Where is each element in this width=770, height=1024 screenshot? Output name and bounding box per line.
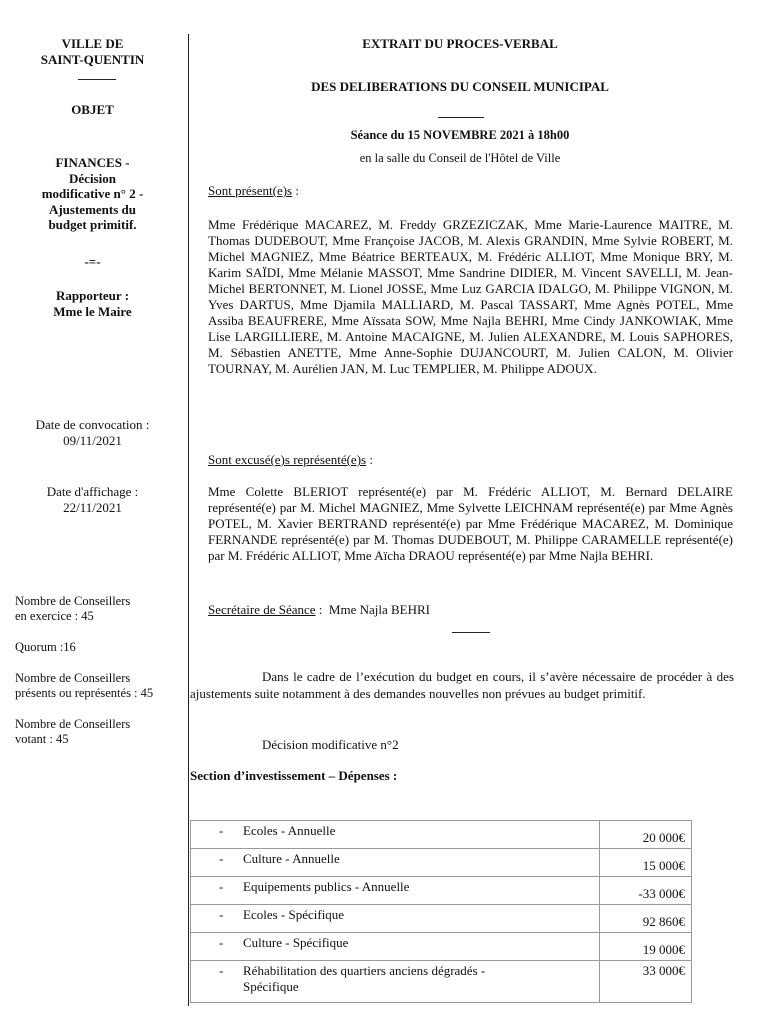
row-label: Equipements publics - Annuelle [243,879,410,894]
table-row [191,905,692,933]
subject-line: Ajustements du [48,201,137,217]
intro-paragraph: Dans le cadre de l’exécution du budget en cours, il s’avère nécessaire de procéder à des ajustements suite notamment à des demandes nouvelles non prévues au budget primitif. [190,669,734,701]
decision-title: Décision modificative n°2 [262,737,399,752]
header-divider [438,117,484,118]
document-title: EXTRAIT DU PROCES-VERBAL [362,36,558,51]
presents-count-line2: présents ou représentés : 45 [15,686,154,700]
presents-count-line1: Nombre de Conseillers [15,671,131,685]
row-amount: 20 000€ [600,821,692,849]
votant-line1: Nombre de Conseillers [15,717,131,731]
subject-line: FINANCES - [55,155,130,170]
affichage-label: Date d'affichage : [46,484,139,499]
presents-heading: Sont présent(e)s : [208,183,299,198]
rapporteur-name: Mme le Maire [53,304,132,319]
column-separator [188,34,189,1006]
section-heading: Section d’investissement – Dépenses : [190,768,398,783]
left-separator: -=- [84,254,101,269]
row-label: Ecoles - Annuelle [243,823,336,838]
city-line1: VILLE DE [61,36,124,51]
subject-block [0,155,185,233]
rapporteur-block [0,288,185,320]
row-dash: - [219,823,224,838]
excuses-heading: Sont excusé(e)s représenté(e)s : [208,452,373,467]
row-label-cell [191,821,600,849]
votant-line2: votant : 45 [15,732,69,746]
row-amount: 19 000€ [600,933,692,961]
table-row [191,849,692,877]
excuses-list: Mme Colette BLERIOT représenté(e) par M. Frédéric ALLIOT, M. Bernard DELAIRE représenté(e) par M. Michel MAGNIEZ, Mme Sylvette LEICHNAM représenté(e) par Mme Agnès POTEL, M. Xavier BERTRAND représenté(e) par Mme Frédérique MACAREZ, M. Dominique FERNANDE représenté(e) par M. Thomas DUDEBOUT, M. Philippe CARAMELLE représenté(e) par M. Frédéric ALLIOT, Mme Aïcha DRAOU représenté(e) par Mme Najla BEHRI. [208,484,733,563]
exercice-block [15,594,130,624]
quorum: Quorum :16 [15,640,76,654]
row-label-cell [191,933,600,961]
row-dash: - [219,851,224,866]
table-row [191,877,692,905]
row-amount: 33 000€ [600,961,692,1003]
city-line2: SAINT-QUENTIN [40,52,145,67]
affichage-block [0,484,185,516]
convocation-label: Date de convocation : [35,417,150,432]
row-amount: -33 000€ [600,877,692,905]
subject-line: Décision [69,170,116,186]
seance-date: Séance du 15 NOVEMBRE 2021 à 18h00 [350,128,570,142]
secretaire-divider [452,632,490,633]
row-label: Réhabilitation des quartiers anciens dégradés - Spécifique [243,963,486,994]
row-label-cell [191,877,600,905]
row-dash: - [219,935,224,950]
presents-list: Mme Frédérique MACAREZ, M. Freddy GRZEZICZAK, Mme Marie-Laurence MAITRE, M. Thomas DUDEBOUT, Mme Françoise JACOB, M. Alexis GRANDIN, Mme Sylvie ROBERT, M. Michel MAGNIEZ, Mme Béatrice BERTEAUX, M. Frédéric ALLIOT, Mme Monique BRY, M. Karim SAÏDI, Mme Mélanie MASSOT, Mme Sandrine DIDIER, M. Vincent SAVELLI, M. Jean-Michel BERTONNET, M. Lionel JOSSE, Mme Luz GARCIA IDALGO, M. Philippe VIGNON, M. Yves DARTUS, Mme Djamila MALLIARD, M. Pascal TASSART, Mme Agnès POTEL, Mme Assiba BEAUFRERE, Mme Aïssata SOW, Mme Najla BEHRI, Mme Cindy JANKOWIAK, Mme Lise LARGILLIERE, M. Antoine MACAIGNE, M. Julien ALEXANDRE, M. Louis SAPHORES, M. Sébastien ANETTE, Mme Anne-Sophie DUJANCOURT, M. Julien CALON, M. Olivier TOURNAY, M. Aurélien JAN, M. Luc TEMPLIER, M. Philippe ADOUX. [208,217,733,376]
seance-location: en la salle du Conseil de l'Hôtel de Ville [359,151,561,165]
subject-line: budget primitif. [48,217,137,232]
secretaire-label: Secrétaire de Séance [208,602,316,617]
presents-label: Sont présent(e)s [208,183,293,198]
table-row [191,821,692,849]
objet-heading: OBJET [71,102,114,117]
left-divider-1 [78,79,116,80]
rapporteur-label: Rapporteur : [55,288,130,303]
row-dash: - [219,879,224,894]
presents-count-block [15,671,153,701]
secretaire-name: Mme Najla BEHRI [328,602,431,617]
votant-block [15,717,130,747]
row-amount: 92 860€ [600,905,692,933]
row-label: Culture - Annuelle [243,851,340,866]
excuses-label: Sont excusé(e)s représenté(e)s [208,452,367,467]
budget-table [190,820,692,1003]
row-dash: - [219,907,224,922]
row-label-cell [191,849,600,877]
exercice-line1: Nombre de Conseillers [15,594,131,608]
subject-line: modificative n° 2 - [41,186,144,201]
table-row [191,961,692,1003]
city-name [0,36,185,68]
document-subtitle: DES DELIBERATIONS DU CONSEIL MUNICIPAL [311,79,609,94]
affichage-date: 22/11/2021 [63,500,122,515]
convocation-block [0,417,185,449]
row-label: Culture - Spécifique [243,935,349,950]
row-amount: 15 000€ [600,849,692,877]
row-dash: - [219,963,224,978]
table-row [191,933,692,961]
convocation-date: 09/11/2021 [63,433,122,448]
exercice-line2: en exercice : 45 [15,609,94,623]
secretaire-line: Secrétaire de Séance : Mme Najla BEHRI [208,602,431,617]
row-label: Ecoles - Spécifique [243,907,345,922]
row-label-cell [191,905,600,933]
row-label-cell [191,961,600,1003]
